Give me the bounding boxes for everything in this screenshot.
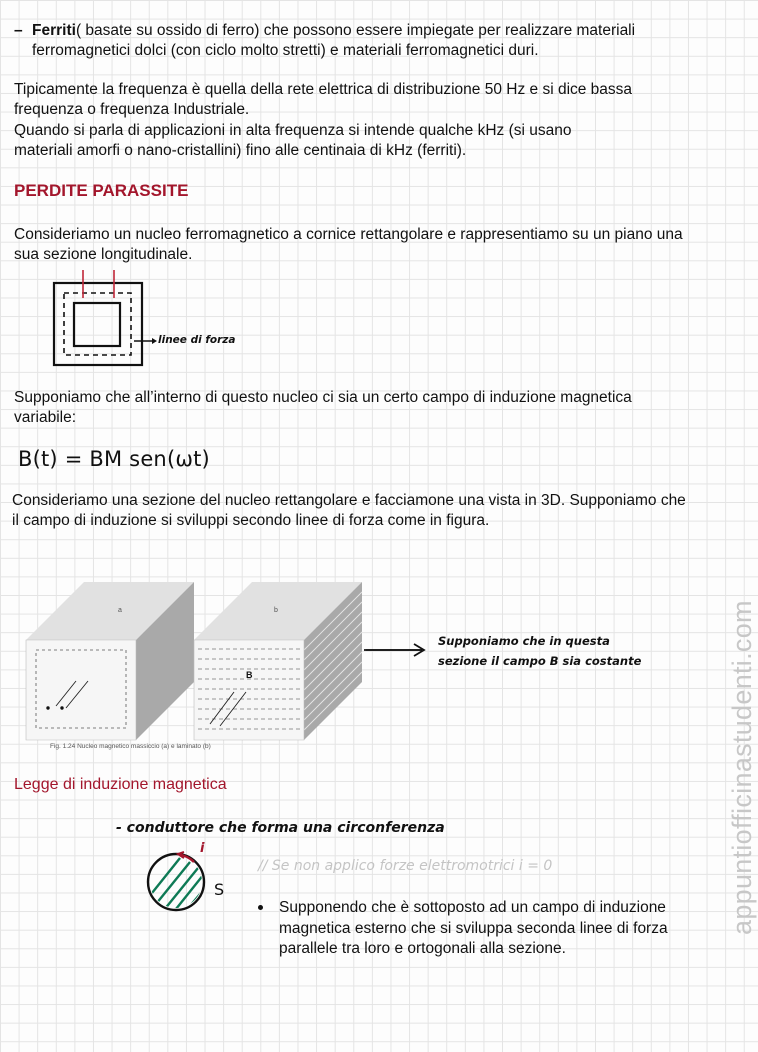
surface-label: S bbox=[214, 880, 225, 899]
ferriti-term: Ferriti bbox=[32, 22, 76, 39]
laminated-core-front bbox=[194, 640, 304, 740]
massive-core-dot-1 bbox=[46, 706, 49, 709]
laminated-core-label-B: B bbox=[246, 670, 253, 680]
perdite-p1-line-2: sua sezione longitudinale. bbox=[14, 246, 193, 263]
legge-bullet-dot bbox=[258, 905, 263, 910]
perdite-p1-line-1: Consideriamo un nucleo ferromagnetico a cornice rettangolare e rappresentiamo su un piano una bbox=[14, 226, 683, 243]
perdite-p3-line-2: il campo di induzione si sviluppi secondo linee di forza come in figura. bbox=[12, 512, 490, 529]
laminated-core-label-b: b bbox=[274, 607, 278, 614]
faded-note: // Se non applico forze elettromotrici i = 0 bbox=[258, 858, 553, 874]
frequency-line-4: materiali amorfi o nano-cristallini) fino alle centinaia di kHz (ferriti). bbox=[14, 142, 467, 159]
induction-formula: B(t) = BM sen(ωt) bbox=[18, 447, 210, 471]
massive-core-block bbox=[26, 582, 194, 740]
fig3d-caption: Fig. 1.24 Nucleo magnetico massiccio (a) e laminato (b) bbox=[50, 743, 211, 750]
fig3d-note-line-1: Supponiamo che in questa bbox=[438, 634, 610, 648]
watermark: appuntiofficinastudenti.com bbox=[727, 600, 757, 935]
perdite-p2-line-1: Supponiamo che all’interno di questo nucleo ci sia un certo campo di induzione magnetica bbox=[14, 389, 632, 406]
core-section-figure bbox=[44, 268, 264, 372]
legge-bullet-text: Supponendo che è sottoposto ad un campo di induzione magnetica esterno che si sviluppa seconda linee di forza parallele tra loro e ortogonali alla sezione. bbox=[279, 899, 668, 957]
legge-hand-line: - conduttore che forma una circonferenza bbox=[116, 820, 445, 836]
conductor-loop-figure bbox=[140, 842, 230, 912]
ferriti-line-2: ferromagnetici dolci (con ciclo molto stretti) e materiali ferromagnetici duri. bbox=[32, 42, 539, 59]
frequency-line-3: Quando si parla di applicazioni in alta frequenza si intende qualche kHz (si usano bbox=[14, 122, 572, 139]
ferriti-line-1 bbox=[32, 21, 635, 42]
frequency-line-2: frequenza o frequenza Industriale. bbox=[14, 101, 250, 118]
perdite-p3-line-1: Consideriamo una sezione del nucleo rettangolare e facciamone una vista in 3D. Supponiamo che bbox=[12, 492, 686, 509]
fig3d-note-arrow bbox=[364, 640, 430, 660]
legge-title: Legge di induzione magnetica bbox=[14, 776, 227, 793]
massive-core-label-a: a bbox=[118, 607, 122, 614]
current-label: i bbox=[200, 841, 205, 856]
ferriti-bullet-dash: – bbox=[14, 22, 23, 39]
fig3d-note-line-2: sezione il campo B sia costante bbox=[438, 654, 642, 668]
laminated-core-block bbox=[194, 582, 362, 740]
core-outer-rect bbox=[54, 283, 142, 365]
core-figure-label: linee di forza bbox=[158, 334, 236, 346]
core-inner-rect bbox=[74, 303, 120, 346]
frequency-line-1: Tipicamente la frequenza è quella della rete elettrica di distribuzione 50 Hz e si dice bassa bbox=[14, 81, 633, 98]
core-arrow-head bbox=[152, 338, 157, 344]
ferriti-line-1-rest: ( basate su ossido di ferro) che possono essere impiegate per realizzare materiali bbox=[75, 22, 636, 39]
core-3d-figure bbox=[18, 574, 390, 754]
perdite-title: PERDITE PARASSITE bbox=[14, 181, 189, 200]
perdite-p2-line-2: variabile: bbox=[14, 409, 77, 426]
massive-core-dot-2 bbox=[60, 706, 63, 709]
